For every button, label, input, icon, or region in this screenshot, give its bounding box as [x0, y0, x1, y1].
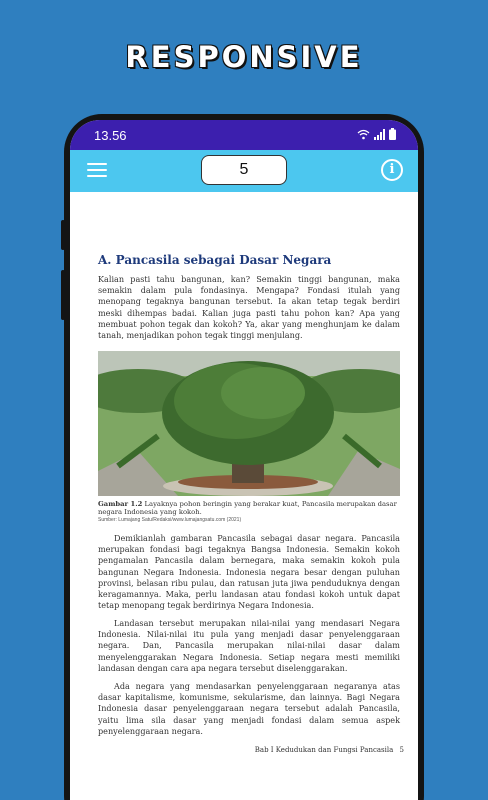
phone-side-button	[61, 220, 65, 250]
hamburger-menu-icon[interactable]	[87, 159, 107, 181]
status-time: 13.56	[94, 128, 127, 143]
page-footer	[255, 746, 404, 754]
book-page	[70, 192, 418, 800]
battery-icon	[389, 128, 396, 140]
wifi-icon	[357, 129, 370, 140]
footer-page-number: 5	[399, 746, 404, 754]
figure-label: Gambar 1.2	[98, 500, 143, 508]
phone-screen	[70, 120, 418, 800]
paragraph: Demikianlah gambaran Pancasila sebagai dasar negara. Pancasila merupakan fondasi bagi tegaknya Bangsa Indonesia. Semakin kokoh pengamalan Pancasila dalam bernegara, maka semakin kokoh pula bangunan Negara Indonesia. Indonesia negara besar dengan puluhan provinsi, belasan ribu pulau, dan ratusan juta jiwa penduduknya dengan keragamannya. Maka, perlu landasan atau fondasi kokoh untuk dapat tetap menopang tegak berdirinya Negara Indonesia.	[98, 533, 400, 611]
banner-title: RESPONSIVE	[125, 40, 363, 74]
figure-caption	[98, 500, 400, 517]
status-bar	[70, 120, 418, 150]
figure-caption-text: Layaknya pohon beringin yang berakar kuat, Pancasila merupakan dasar negara Indonesia yang kokoh.	[98, 500, 397, 517]
app-bar	[70, 150, 418, 192]
footer-chapter: Bab I Kedudukan dan Fungsi Pancasila	[254, 746, 394, 754]
figure-source: Sumber: Lumajang Satu/Redaksi/www.lumajangsatu.com (2021)	[98, 517, 242, 523]
paragraph: Kalian pasti tahu bangunan, kan? Semakin tinggi bangunan, maka semakin dalam pula fondasinya. Mengapa? Fondasi itulah yang menopang tegaknya bangunan tersebut. Ia akan tetap tegak berdiri meski dihempas badai. Kalian juga pasti tahu pohon kan? Apa yang membuat pohon tegak dan kokoh? Ya, akar yang menghunjam ke dalam tanah, menjadikan pohon tegak tinggi menjulang.	[98, 274, 400, 341]
status-icons	[357, 128, 396, 140]
paragraph: Landasan tersebut merupakan nilai-nilai yang mendasari Negara Indonesia. Nilai-nilai itu pula yang menjadi dasar penyelenggaraan negara. Dan, Pancasila merupakan nilai-nilai dasar dalam menyelenggarakan Negara Indonesia. Setiap negara mesti memiliki landasan dengan cara apa negara tersebut diselenggarakan.	[98, 618, 400, 673]
banyan-tree-image	[98, 351, 400, 496]
paragraph: Ada negara yang mendasarkan penyelenggaraan negaranya atas dasar kapitalisme, komunisme, sekularisme, dan lainnya. Bagi Negara Indonesia dasar penyelenggaraan negara tersebut adalah Pancasila, yaitu lima sila dasar yang menjadi fondasi dalam semua aspek penyelenggaraan negara.	[98, 681, 400, 736]
info-icon[interactable]: i	[381, 159, 403, 181]
page-number-field[interactable]: 5	[201, 155, 287, 185]
phone-side-button	[61, 270, 65, 320]
section-heading: A. Pancasila sebagai Dasar Negara	[98, 253, 332, 267]
signal-icon	[374, 129, 385, 140]
